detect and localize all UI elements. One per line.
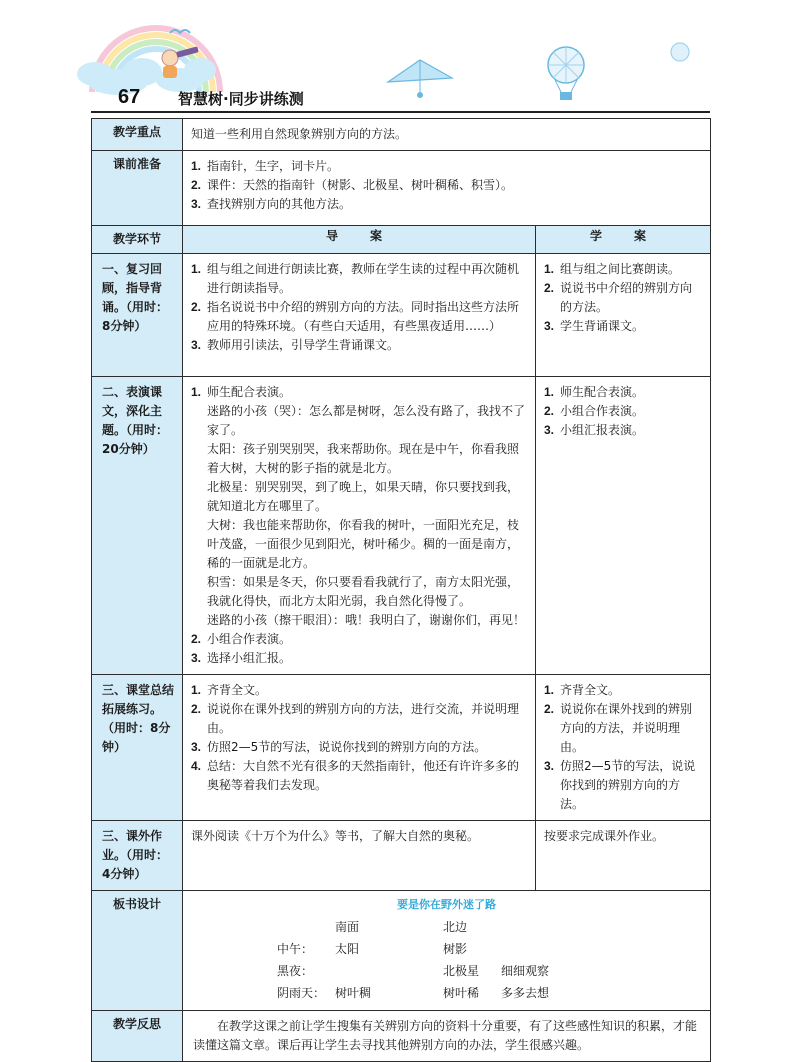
stage-row xyxy=(92,254,711,377)
focus-text: 知道一些利用自然现象辨别方向的方法。 xyxy=(183,119,711,151)
dialogue-line: 太阳：孩子别哭别哭，我来帮助你。现在是中午，你看我照着大树，大树的影子指的就是北方。 xyxy=(207,442,520,475)
board-rain-c: 多多去想 xyxy=(501,986,550,1000)
list-item: 1. 指南针，生字，词卡片。 xyxy=(191,159,340,173)
focus-row xyxy=(92,119,711,151)
list-item: 3. 查找辨别方向的其他方法。 xyxy=(191,197,352,211)
board-cell xyxy=(183,891,711,1011)
stage-label: 三、课外作业。（用时：4分钟） xyxy=(92,821,183,891)
list-item: 3. 选择小组汇报。 xyxy=(191,651,292,665)
list-item: 2. 课件：天然的指南针（树影、北极星、树叶稠稀、积雪）。 xyxy=(191,178,514,192)
hang-glider-icon xyxy=(388,60,452,98)
list-item: 2. 小组合作表演。 xyxy=(544,404,645,418)
study-header: 学 案 xyxy=(536,226,711,254)
board-title: 要是你在野外迷了路 xyxy=(397,898,496,911)
stage-label: 一、复习回顾，指导背诵。（用时：8分钟） xyxy=(92,254,183,377)
stage-row xyxy=(92,821,711,891)
board-night-b: 北极星 xyxy=(443,964,480,978)
dialogue-line: 大树：我也能来帮助你，你看我的树叶，一面阳光充足，枝叶茂盛，一面很少见到阳光，树叶稀少。稠的一面是南方，稀的一面就是北方。 xyxy=(207,518,520,570)
study-cell xyxy=(536,254,711,377)
guide-header: 导 案 xyxy=(183,226,536,254)
board-night-c: 细细观察 xyxy=(501,964,550,978)
list-item: 2. 说说你在课外找到的辨别方向的方法，并说明理由。 xyxy=(544,702,693,754)
board-label: 板书设计 xyxy=(92,891,183,1011)
list-item: 3. 仿照2—5节的写法，说说你找到的辨别方向的方法。 xyxy=(544,759,696,811)
board-noon-b: 树影 xyxy=(443,942,468,956)
column-header-row xyxy=(92,226,711,254)
page-number: 67 xyxy=(118,86,141,108)
dialogue-line: 迷路的小孩（哭）：怎么都是树呀，怎么没有路了，我找不了家了。 xyxy=(207,404,526,437)
stage-row xyxy=(92,675,711,821)
study-cell xyxy=(536,675,711,821)
list-item: 3. 教师用引读法，引导学生背诵课文。 xyxy=(191,338,400,352)
lesson-plan-table xyxy=(91,118,711,1062)
reflection-label: 教学反思 xyxy=(92,1011,183,1062)
page-header xyxy=(0,0,800,112)
guide-cell xyxy=(183,377,536,675)
board-row xyxy=(92,891,711,1011)
list-item: 1. 师生配合表演。 xyxy=(544,385,645,399)
stage-label: 三、课堂总结拓展练习。（用时：8分钟） xyxy=(92,675,183,821)
list-item: 2. 小组合作表演。 xyxy=(191,632,292,646)
guide-cell xyxy=(183,675,536,821)
focus-label: 教学重点 xyxy=(92,119,183,151)
list-item: 1. 师生配合表演。 xyxy=(191,385,292,399)
list-item: 1. 组与组之间比赛朗读。 xyxy=(544,262,681,276)
list-item: 2. 说说书中介绍的辨别方向的方法。 xyxy=(544,281,693,314)
prep-row xyxy=(92,151,711,226)
study-cell xyxy=(536,377,711,675)
prep-content xyxy=(183,151,711,226)
stage-label: 二、表演课文，深化主题。（用时：20分钟） xyxy=(92,377,183,675)
header-rule xyxy=(91,111,710,113)
guide-cell xyxy=(183,254,536,377)
hot-air-balloon-icon xyxy=(548,47,584,100)
list-item: 3. 仿照2—5节的写法，说说你找到的辨别方向的方法。 xyxy=(191,740,487,754)
list-item: 3. 小组汇报表演。 xyxy=(544,423,645,437)
list-item: 2. 指名说说书中介绍的辨别方向的方法。同时指出这些方法所应用的特殊环境。（有些白天适用，有些黑夜适用……） xyxy=(191,300,520,333)
list-item: 3. 学生背诵课文。 xyxy=(544,319,645,333)
dialogue-line: 积雪：如果是冬天，你只要看看我就行了，南方太阳光强，我就化得快，而北方太阳光弱，我自然化得慢了。 xyxy=(207,575,520,608)
list-item: 4. 总结：大自然不光有很多的天然指南针，他还有许许多多的奥秘等着我们去发现。 xyxy=(191,759,520,792)
board-rain-label: 阴雨天： xyxy=(277,986,326,1000)
reflection-text: 在教学这课之前让学生搜集有关辨别方向的资料十分重要，有了这些感性知识的积累，才能读懂这篇文章。课后再让学生去寻找其他辨别方向的办法，学生很感兴趣。 xyxy=(183,1011,711,1062)
board-col-south: 南面 xyxy=(335,920,360,934)
list-item: 1. 齐背全文。 xyxy=(191,683,268,697)
list-item: 2. 说说你在课外找到的辨别方向的方法，进行交流，并说明理由。 xyxy=(191,702,520,735)
board-night-label: 黑夜： xyxy=(277,964,314,978)
reflection-row xyxy=(92,1011,711,1062)
dialogue-line: 迷路的小孩（擦干眼泪）：哦！我明白了，谢谢你们，再见！ xyxy=(207,613,526,627)
list-item: 1. 组与组之间进行朗读比赛，教师在学生读的过程中再次随机进行朗读指导。 xyxy=(191,262,520,295)
study-cell: 按要求完成课外作业。 xyxy=(536,821,711,891)
stage-header: 教学环节 xyxy=(92,226,183,254)
dialogue-line: 北极星：别哭别哭，到了晚上，如果天晴，你只要找到我，就知道北方在哪里了。 xyxy=(207,480,520,513)
guide-cell: 课外阅读《十万个为什么》等书，了解大自然的奥秘。 xyxy=(183,821,536,891)
prep-label: 课前准备 xyxy=(92,151,183,226)
board-layout xyxy=(189,918,704,1006)
board-noon-label: 中午： xyxy=(277,942,314,956)
board-rain-b: 树叶稀 xyxy=(443,986,480,1000)
board-noon-a: 太阳 xyxy=(335,942,360,956)
board-rain-a: 树叶稠 xyxy=(335,986,372,1000)
book-title: 智慧树·同步讲练测 xyxy=(178,90,304,108)
sun-icon xyxy=(671,43,689,61)
stage-row xyxy=(92,377,711,675)
list-item: 1. 齐背全文。 xyxy=(544,683,621,697)
board-col-north: 北边 xyxy=(443,920,468,934)
